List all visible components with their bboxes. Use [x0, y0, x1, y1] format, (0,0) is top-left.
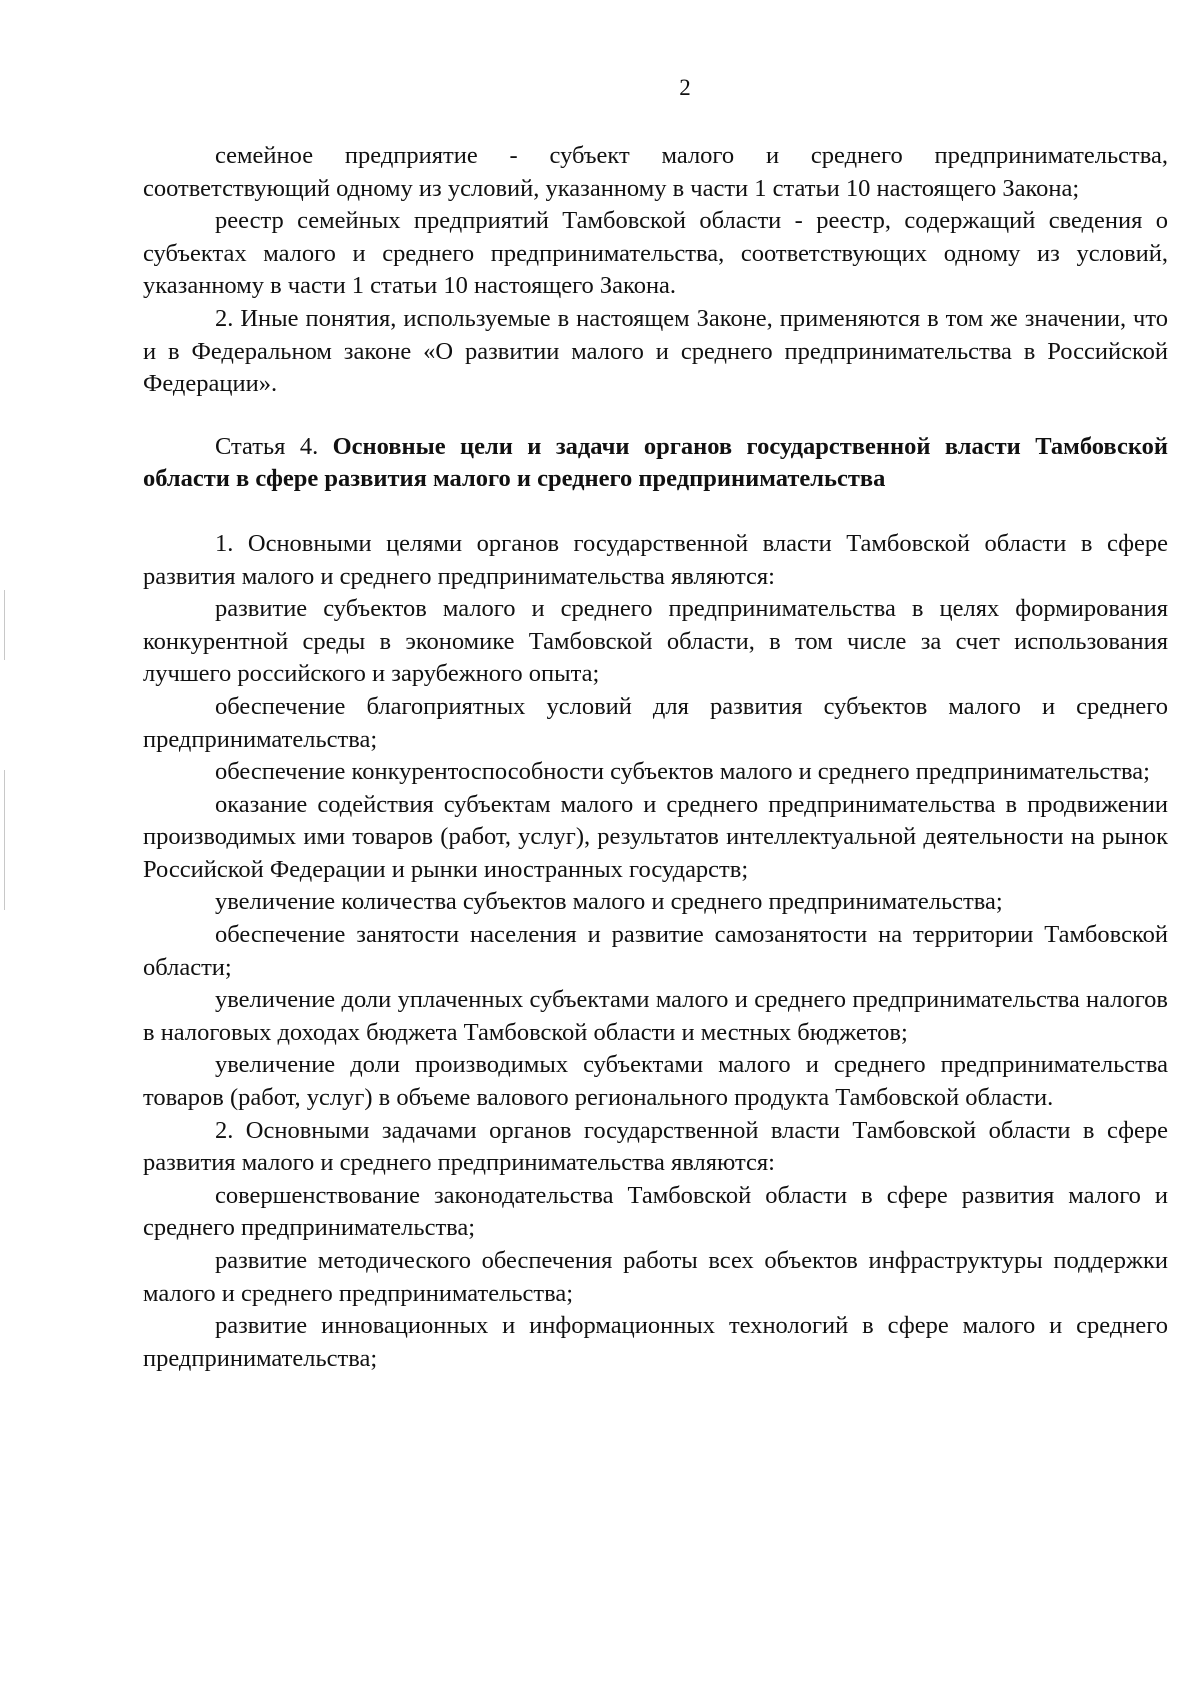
list-item-task: совершенствование законодательства Тамбовской области в сфере развития малого и среднего предпринимательства; [143, 1181, 1168, 1242]
list-item-goal: обеспечение благоприятных условий для развития субъектов малого и среднего предпринимательства; [143, 692, 1168, 753]
document-body [143, 140, 1168, 1375]
list-item-goal: увеличение доли производимых субъектами малого и среднего предпринимательства товаров (работ, услуг) в объеме валового регионального продукта Тамбовской области. [143, 1051, 1168, 1112]
page-number: 2 [679, 75, 691, 100]
paragraph-goals-intro: 1. Основными целями органов государственной власти Тамбовской области в сфере развития малого и среднего предпринимательства являются: [143, 529, 1168, 590]
list-item-task: развитие инновационных и информационных технологий в сфере малого и среднего предпринимательства; [143, 1312, 1168, 1372]
list-item-goal: оказание содействия субъектам малого и среднего предпринимательства в продвижении производимых ими товаров (работ, услуг), результатов интеллектуальной деятельности на рынок Российской Федерации и рынки иностранных государств; [143, 790, 1168, 883]
article-prefix: Статья 4. [215, 432, 319, 460]
paragraph-tasks-intro: 2. Основными задачами органов государственной власти Тамбовской области в сфере развития малого и среднего предпринимательства являются: [143, 1116, 1168, 1177]
list-item-task: развитие методического обеспечения работы всех объектов инфраструктуры поддержки малого и среднего предпринимательства; [143, 1247, 1168, 1307]
article-heading [143, 431, 1168, 496]
paragraph-family-enterprise: семейное предприятие - субъект малого и среднего предпринимательства, соответствующий одному из условий, указанному в части 1 статьи 10 настоящего Закона; [143, 142, 1168, 202]
list-item-goal: обеспечение занятости населения и развитие самозанятости на территории Тамбовской области; [143, 921, 1168, 981]
list-item-goal: обеспечение конкурентоспособности субъектов малого и среднего предпринимательства; [215, 758, 1150, 786]
article-title: Основные цели и задачи органов государственной власти Тамбовской области в сфере развития малого и среднего предпринимательства [143, 432, 1168, 493]
scan-edge-mark [4, 590, 5, 660]
scan-edge-mark [4, 770, 5, 910]
list-item-goal: развитие субъектов малого и среднего предпринимательства в целях формирования конкурентной среды в экономике Тамбовской области, в том числе за счет использования лучшего российского и зарубежного опыта; [143, 595, 1168, 688]
paragraph-other-terms: 2. Иные понятия, используемые в настоящем Законе, применяются в том же значении, что и в Федеральном законе «О развитии малого и среднего предпринимательства в Российской Федерации». [143, 304, 1168, 398]
paragraph-family-registry: реестр семейных предприятий Тамбовской области - реестр, содержащий сведения о субъектах малого и среднего предпринимательства, соответствующих одному из условий, указанному в части 1 статьи 10 настоящего Закона. [143, 207, 1168, 300]
list-item-goal: увеличение доли уплаченных субъектами малого и среднего предпринимательства налогов в налоговых доходах бюджета Тамбовской области и местных бюджетов; [143, 986, 1168, 1046]
list-item-goal: увеличение количества субъектов малого и среднего предпринимательства; [215, 888, 1003, 916]
